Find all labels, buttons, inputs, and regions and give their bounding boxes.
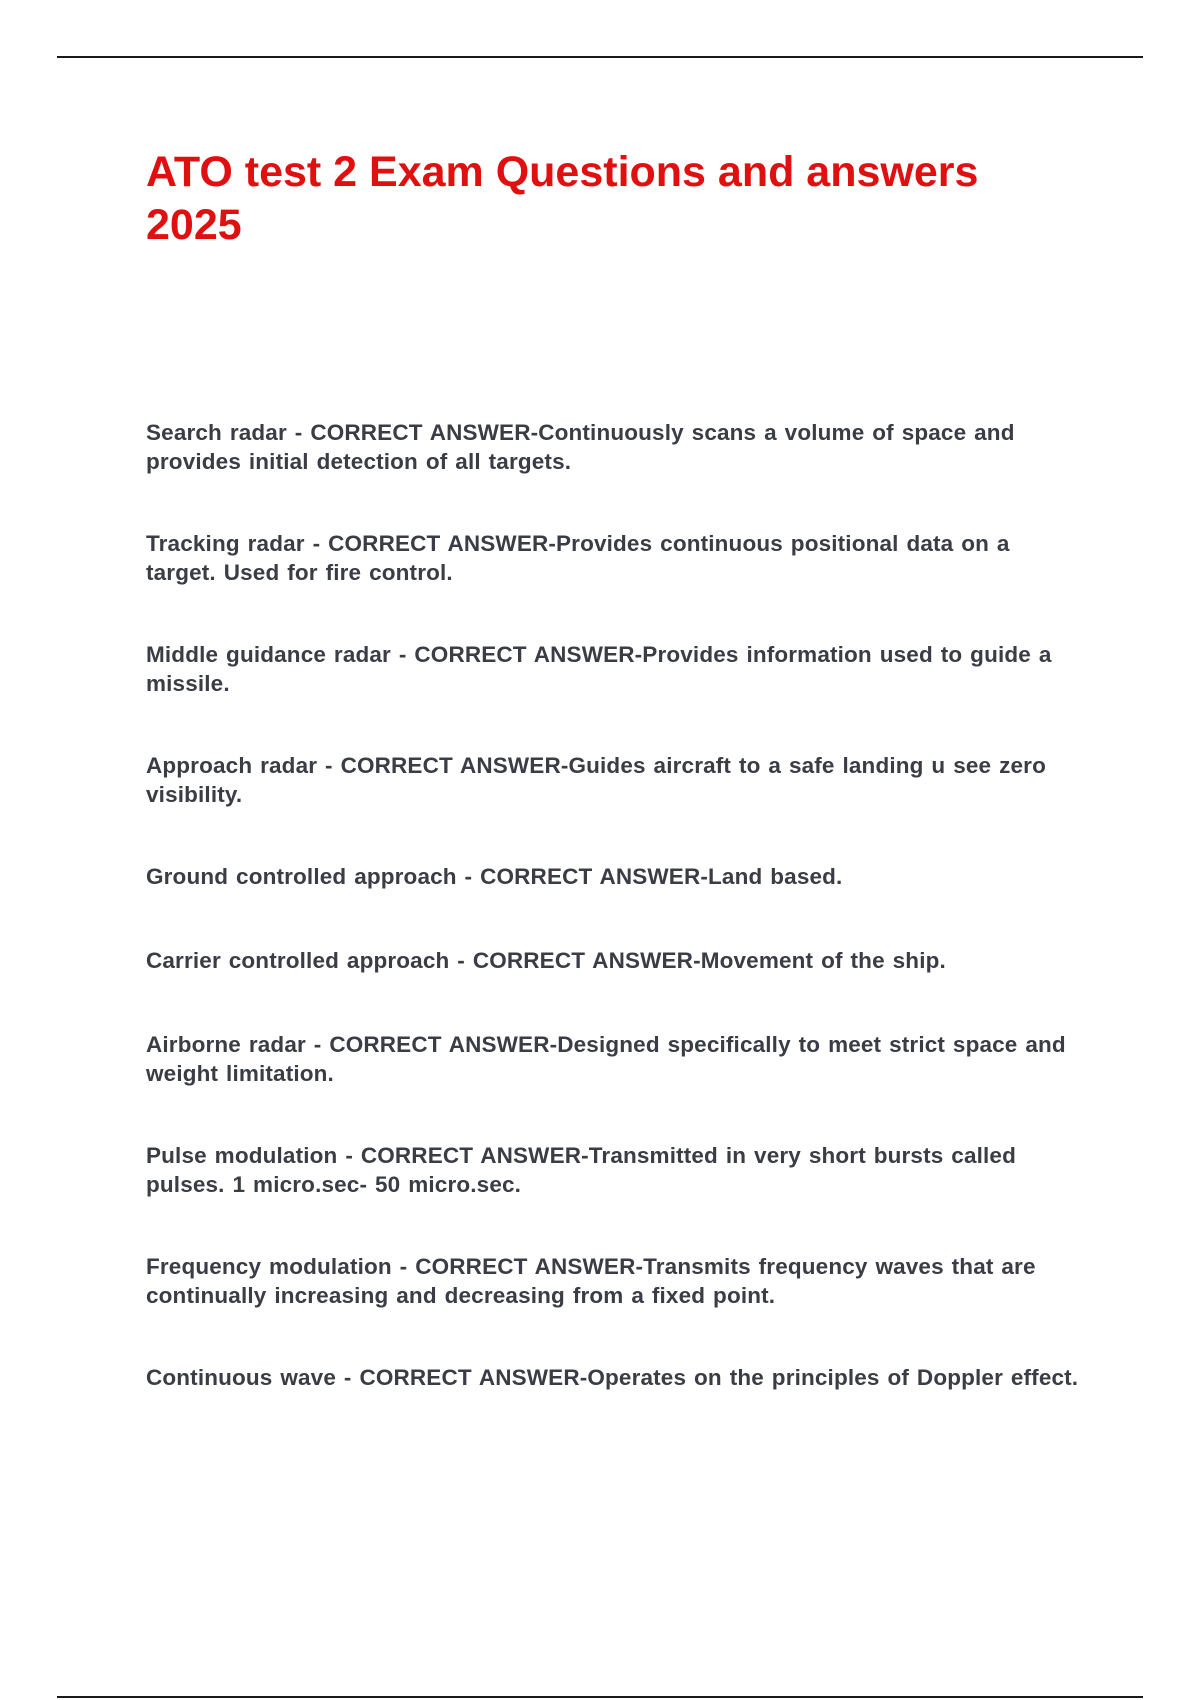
qa-list <box>146 418 1081 1445</box>
qa-item-continuous-wave: Continuous wave - CORRECT ANSWER-Operates on the principles of Doppler effect. <box>146 1365 1079 1390</box>
qa-item-carrier-controlled-approach: Carrier controlled approach - CORRECT ANSWER-Movement of the ship. <box>146 948 946 973</box>
qa-item-pulse-modulation: Pulse modulation - CORRECT ANSWER-Transmitted in very short bursts called pulses. 1 micro.sec- 50 micro.sec. <box>146 1143 1016 1197</box>
qa-item-frequency-modulation: Frequency modulation - CORRECT ANSWER-Transmits frequency waves that are continually increasing and decreasing from a fixed point. <box>146 1254 1036 1308</box>
qa-item-approach-radar: Approach radar - CORRECT ANSWER-Guides aircraft to a safe landing u see zero visibility. <box>146 753 1046 807</box>
qa-item-ground-controlled-approach: Ground controlled approach - CORRECT ANSWER-Land based. <box>146 864 843 889</box>
qa-item-search-radar: Search radar - CORRECT ANSWER-Continuously scans a volume of space and provides initial detection of all targets. <box>146 420 1015 474</box>
top-divider <box>57 56 1143 58</box>
bottom-divider <box>57 1696 1143 1698</box>
qa-item-airborne-radar: Airborne radar - CORRECT ANSWER-Designed specifically to meet strict space and weight limitation. <box>146 1032 1066 1086</box>
qa-item-tracking-radar: Tracking radar - CORRECT ANSWER-Provides continuous positional data on a target. Used for fire control. <box>146 531 1010 585</box>
qa-item-middle-guidance-radar: Middle guidance radar - CORRECT ANSWER-Provides information used to guide a missile. <box>146 642 1052 696</box>
document-title: ATO test 2 Exam Questions and answers 2025 <box>146 148 979 249</box>
